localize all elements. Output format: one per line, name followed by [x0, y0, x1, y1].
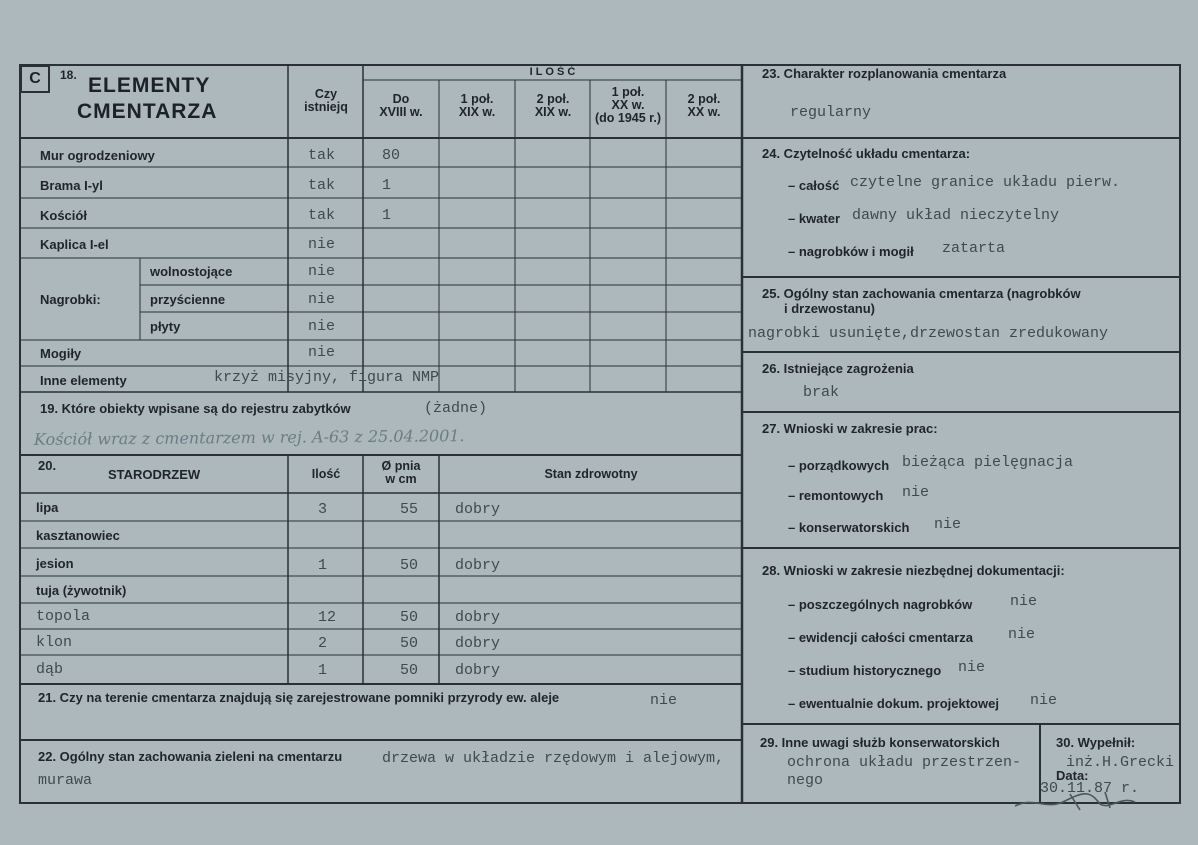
nagrobki-label: Nagrobki: [40, 292, 101, 307]
s22-label: 22. Ogólny stan zachowania zieleni na cmentarzu [38, 749, 343, 764]
tree-health-0: dobry [455, 501, 501, 518]
s18-row-label-2: Kościół [40, 208, 87, 223]
s25-label-line1: 25. Ogólny stan zachowania cmentarza (nagrobków [762, 286, 1081, 301]
s27-item-label-2: – konserwatorskich [788, 520, 910, 535]
tree-health-5: dobry [455, 635, 501, 652]
s27-item-value-1: nie [902, 484, 930, 501]
mogily-label: Mogiły [40, 346, 82, 361]
s25-value: nagrobki usunięte,drzewostan zredukowany [748, 325, 1109, 342]
tree-species-2: jesion [36, 556, 74, 571]
s30-date-label: Data: [1056, 768, 1089, 783]
s25-label-line2: i drzewostanu) [784, 301, 876, 316]
s28-item-label-1: – ewidencji całości cmentarza [788, 630, 973, 645]
s18-row-exists-1: tak [308, 177, 336, 194]
nagrobki-type-2: płyty [150, 319, 181, 334]
s27-item-value-2: nie [934, 516, 962, 533]
s27-item-label-0: – porządkowych [788, 458, 890, 473]
s27-label: 27. Wnioski w zakresie prac: [762, 421, 938, 436]
period-header-1 [439, 93, 515, 119]
s20-title: STARODRZEW [108, 467, 201, 482]
s21-value: nie [650, 692, 678, 709]
s23-label: 23. Charakter rozplanowania cmentarza [762, 66, 1007, 81]
period-header-3-line-2: (do 1945 r.) [595, 111, 661, 125]
tree-qty-5: 2 [318, 635, 328, 652]
s28-item-value-2: nie [958, 659, 986, 676]
tree-species-1: kasztanowiec [36, 528, 120, 543]
period-header-0-line-0: Do [392, 92, 410, 106]
s22-value-line1: drzewa w układzie rzędowym i alejowym, [382, 750, 725, 767]
mogily-exists: nie [308, 344, 336, 361]
s28-item-value-1: nie [1008, 626, 1036, 643]
s24-item-label-2: – nagrobków i mogił [788, 244, 914, 259]
tree-health-6: dobry [455, 662, 501, 679]
col-exists-line2: istniejq [304, 100, 348, 114]
s19-value: (żadne) [424, 400, 488, 417]
s28-item-label-0: – poszczególnych nagrobków [788, 597, 973, 612]
s18-row-label-3: Kaplica I-el [40, 237, 109, 252]
s29-value-line2: nego [787, 772, 824, 789]
s18-title-line2: CMENTARZA [77, 100, 218, 123]
period-header-1-line-1: XIX w. [458, 105, 496, 119]
section-letter-text: C [29, 70, 41, 87]
period-header-4-line-1: XX w. [687, 105, 721, 119]
s19-handwritten-note: Kościół wraz z cmentarzem w rej. A-63 z 25.04.2001. [33, 426, 465, 449]
s28-item-value-3: nie [1030, 692, 1058, 709]
period-header-3 [590, 86, 666, 125]
s23-value: regularny [790, 104, 872, 121]
inne-value: krzyż misyjny, figura NMP [214, 369, 440, 386]
s24-item-label-1: – kwater [788, 211, 841, 226]
s24-item-value-1: dawny układ nieczytelny [852, 207, 1060, 224]
s18-title-line1: ELEMENTY [88, 74, 211, 97]
s21-label: 21. Czy na terenie cmentarza znajdują się zarejestrowane pomniki przyrody ew. aleje [38, 690, 560, 705]
s30-date: 30.11.87 r. [1040, 780, 1140, 797]
tree-diam-2: 50 [400, 557, 419, 574]
s28-label: 28. Wnioski w zakresie niezbędnej dokumentacji: [762, 563, 1065, 578]
period-header-2-line-0: 2 poł. [536, 92, 570, 106]
s22-value-line2: murawa [38, 772, 93, 789]
s20-col-health: Stan zdrowotny [544, 467, 638, 481]
tree-diam-6: 50 [400, 662, 419, 679]
s29-label: 29. Inne uwagi służb konserwatorskich [760, 735, 1000, 750]
period-header-2 [515, 93, 591, 119]
period-header-1-line-0: 1 poł. [460, 92, 494, 106]
s18-row-qty-1: 1 [382, 177, 392, 194]
s18-row-label-0: Mur ogrodzeniowy [40, 148, 155, 163]
period-header-2-line-1: XIX w. [534, 105, 572, 119]
period-header-4 [666, 93, 742, 119]
s26-label: 26. Istniejące zagrożenia [762, 361, 914, 376]
tree-qty-6: 1 [318, 662, 328, 679]
period-header-0-line-1: XVIII w. [379, 105, 423, 119]
nagrobki-exists-1: nie [308, 291, 336, 308]
ilosc-header: I L O Ś Ć [529, 66, 576, 78]
s20-col-diam-line1: Ø pnia [381, 459, 421, 473]
s24-item-value-2: zatarta [942, 240, 1006, 257]
s19-label: 19. Które obiekty wpisane są do rejestru zabytków [40, 401, 351, 416]
tree-qty-2: 1 [318, 557, 328, 574]
period-header-3-line-0: 1 poł. [611, 85, 645, 99]
tree-health-2: dobry [455, 557, 501, 574]
nagrobki-exists-2: nie [308, 318, 336, 335]
nagrobki-type-0: wolnostojące [150, 264, 233, 279]
period-header-3-line-1: XX w. [611, 98, 645, 112]
s18-row-label-1: Brama I-yl [40, 178, 103, 193]
nagrobki-type-1: przyścienne [150, 292, 226, 307]
tree-diam-5: 50 [400, 635, 419, 652]
s20-col-diam-line2: w cm [385, 472, 417, 486]
s18-row-exists-2: tak [308, 207, 336, 224]
period-header-4-line-0: 2 poł. [687, 92, 721, 106]
tree-diam-0: 55 [400, 501, 419, 518]
period-header-0 [363, 93, 439, 119]
s20-col-diam [364, 460, 438, 486]
col-exists-header [290, 88, 362, 114]
tree-health-4: dobry [455, 609, 501, 626]
s28-item-label-3: – ewentualnie dokum. projektowej [788, 696, 999, 711]
s20-col-qty: Ilość [311, 467, 341, 481]
s28-item-value-0: nie [1010, 593, 1038, 610]
s18-row-exists-3: nie [308, 236, 336, 253]
s18-row-qty-2: 1 [382, 207, 392, 224]
tree-species-4: topola [36, 608, 91, 625]
s24-item-label-0: – całość [788, 178, 840, 193]
tree-species-6: dąb [36, 661, 64, 678]
nagrobki-exists-0: nie [308, 263, 336, 280]
s24-label: 24. Czytelność układu cmentarza: [762, 146, 971, 161]
tree-qty-0: 3 [318, 501, 328, 518]
tree-qty-4: 12 [318, 609, 337, 626]
tree-species-0: lipa [36, 500, 59, 515]
s18-row-exists-0: tak [308, 147, 336, 164]
s26-value: brak [803, 384, 840, 401]
s27-item-value-0: bieżąca pielęgnacja [902, 454, 1074, 471]
s18-row-qty-0: 80 [382, 147, 401, 164]
s20-number: 20. [38, 458, 57, 473]
col-exists-line1: Czy [314, 87, 338, 101]
s29-value-line1: ochrona układu przestrzen- [787, 754, 1022, 771]
s24-item-value-0: czytelne granice układu pierw. [850, 174, 1121, 191]
s30-label: 30. Wypełnił: [1056, 735, 1136, 750]
s28-item-label-2: – studium historycznego [788, 663, 942, 678]
tree-species-5: klon [36, 634, 73, 651]
s27-item-label-1: – remontowych [788, 488, 884, 503]
s18-number: 18. [60, 68, 77, 82]
signature-image [1010, 786, 1150, 816]
inne-label: Inne elementy [40, 373, 127, 388]
tree-diam-4: 50 [400, 609, 419, 626]
s30-filler: inż.H.Grecki [1066, 754, 1175, 771]
tree-species-3: tuja (żywotnik) [36, 583, 127, 598]
section-letter-box [20, 65, 50, 93]
